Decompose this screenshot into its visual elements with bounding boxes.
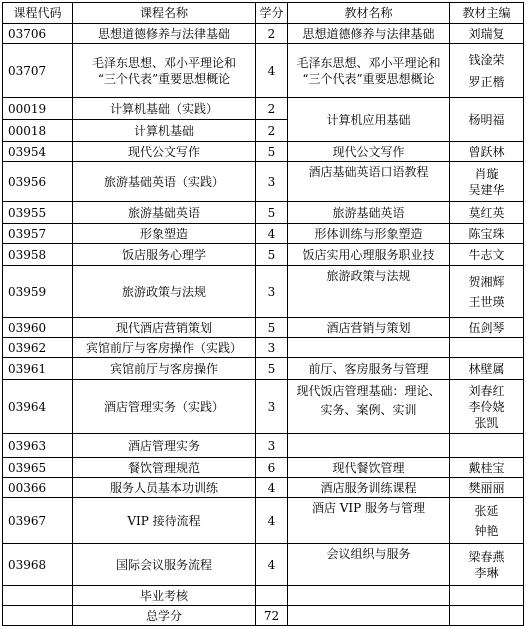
textbook-name [288, 338, 450, 358]
textbook-editor [450, 544, 524, 586]
editor-line: 梁春燕 [468, 549, 505, 564]
table-row [3, 458, 524, 478]
editor-line: 钟艳 [474, 523, 499, 538]
course-name: VIP 接待流程 [73, 498, 256, 544]
textbook-name: 现代公文写作 [288, 142, 450, 162]
editor-line: 李伶娆 [468, 399, 505, 414]
textbook-name-line: 毛泽东思想、邓小平理论和 [296, 55, 441, 70]
textbook-name: 计算机应用基础 [288, 98, 450, 142]
course-name: 国际会议服务流程 [73, 544, 256, 586]
table-row [3, 338, 524, 358]
textbook-editor: 曾跃林 [450, 142, 524, 162]
textbook-editor: 莫红英 [450, 202, 524, 224]
credit: 2 [256, 120, 288, 142]
course-name: 餐饮管理规范 [73, 458, 256, 478]
course-code: 03959 [3, 266, 73, 318]
textbook-name: 酒店服务训练课程 [288, 478, 450, 498]
textbook-name-line: 实务、案例、实训 [320, 403, 417, 417]
header-credit: 学分 [256, 3, 288, 24]
course-table [2, 2, 524, 626]
textbook-editor [450, 434, 524, 458]
header-course-name: 课程名称 [73, 3, 256, 24]
credit [256, 586, 288, 606]
editor-line: 罗正楷 [468, 74, 505, 89]
course-name: 思想道德修养与法律基础 [73, 24, 256, 44]
course-code: 00366 [3, 478, 73, 498]
textbook-editor [450, 498, 524, 544]
editor-line: 李琳 [474, 565, 499, 580]
course-name: 饭店服务心理学 [73, 244, 256, 266]
course-name: 旅游基础英语 [73, 202, 256, 224]
course-code: 03956 [3, 162, 73, 202]
textbook-name-line: 现代饭店管理基础：理论、 [296, 384, 441, 398]
table-header-row [3, 3, 524, 24]
total-credit-value: 72 [256, 606, 288, 626]
table-row [3, 586, 524, 606]
editor-line: 贺湘辉 [468, 274, 505, 289]
textbook-name [288, 380, 450, 434]
textbook-editor [450, 586, 524, 606]
textbook-name: 酒店 VIP 服务与管理 [288, 498, 450, 544]
table-row [3, 202, 524, 224]
textbook-editor [450, 380, 524, 434]
credit: 3 [256, 434, 288, 458]
course-code [3, 586, 73, 606]
editor-line: 肖璇 [474, 166, 499, 181]
course-code: 03958 [3, 244, 73, 266]
credit: 5 [256, 358, 288, 380]
editor-line: 张延 [474, 503, 499, 518]
textbook-editor: 牛志文 [450, 244, 524, 266]
editor-line: 王世瑛 [468, 294, 505, 309]
editor-line: 刘春红 [468, 383, 505, 398]
course-name: 服务人员基本功训练 [73, 478, 256, 498]
credit: 5 [256, 202, 288, 224]
textbook-name: 酒店基础英语口语教程 [288, 162, 450, 202]
textbook-name [288, 434, 450, 458]
course-name: 现代公文写作 [73, 142, 256, 162]
course-code: 00018 [3, 120, 73, 142]
credit: 4 [256, 498, 288, 544]
textbook-name: 思想道德修养与法律基础 [288, 24, 450, 44]
course-name: 宾馆前厅与客房操作（实践） [73, 338, 256, 358]
textbook-name: 旅游政策与法规 [288, 266, 450, 318]
course-name: 形象塑造 [73, 224, 256, 244]
course-name [73, 44, 256, 98]
course-code: 03961 [3, 358, 73, 380]
textbook-editor: 杨明福 [450, 98, 524, 142]
course-code: 03963 [3, 434, 73, 458]
table-row [3, 98, 524, 120]
textbook-editor [450, 44, 524, 98]
textbook-name: 饭店实用心理服务职业技 [288, 244, 450, 266]
textbook-name: 现代餐饮管理 [288, 458, 450, 478]
credit: 4 [256, 478, 288, 498]
textbook-name-line: “三个代表”重要思想概论 [302, 71, 435, 86]
table-row [3, 142, 524, 162]
credit: 3 [256, 266, 288, 318]
course-code: 03707 [3, 44, 73, 98]
course-name: 酒店管理实务 [73, 434, 256, 458]
course-name-line: 毛泽东思想、邓小平理论和 [91, 55, 236, 70]
credit: 4 [256, 544, 288, 586]
editor-line: 吴建华 [468, 182, 505, 197]
editor-line: 钱淦荣 [468, 52, 505, 67]
course-code: 03964 [3, 380, 73, 434]
course-code: 03968 [3, 544, 73, 586]
course-name: 酒店管理实务（实践） [73, 380, 256, 434]
course-code: 03967 [3, 498, 73, 544]
textbook-editor: 樊丽丽 [450, 478, 524, 498]
course-name: 现代酒店营销策划 [73, 318, 256, 338]
textbook-editor: 刘瑞复 [450, 24, 524, 44]
total-credit-label: 总学分 [73, 606, 256, 626]
textbook-name [288, 44, 450, 98]
textbook-name: 前厅、客房服务与管理 [288, 358, 450, 380]
credit: 2 [256, 24, 288, 44]
course-name: 宾馆前厅与客房操作 [73, 358, 256, 380]
course-code: 00019 [3, 98, 73, 120]
course-name: 计算机基础（实践） [73, 98, 256, 120]
credit: 3 [256, 338, 288, 358]
editor-line: 张凯 [474, 415, 499, 430]
table-row [3, 434, 524, 458]
course-code: 03957 [3, 224, 73, 244]
textbook-name: 旅游基础英语 [288, 202, 450, 224]
textbook-editor: 戴桂宝 [450, 458, 524, 478]
textbook-name: 会议组织与服务 [288, 544, 450, 586]
table-row [3, 224, 524, 244]
header-textbook-name: 教材名称 [288, 3, 450, 24]
table-row [3, 478, 524, 498]
table-row [3, 498, 524, 544]
header-textbook-editor: 教材主编 [450, 3, 524, 24]
credit: 3 [256, 380, 288, 434]
textbook-editor: 伍剑琴 [450, 318, 524, 338]
textbook-editor: 陈宝珠 [450, 224, 524, 244]
course-name: 毕业考核 [73, 586, 256, 606]
textbook-name: 酒店营销与策划 [288, 318, 450, 338]
credit: 6 [256, 458, 288, 478]
course-code: 03960 [3, 318, 73, 338]
header-course-code: 课程代码 [3, 3, 73, 24]
table-row [3, 380, 524, 434]
table-row [3, 24, 524, 44]
course-code: 03954 [3, 142, 73, 162]
table-row [3, 44, 524, 98]
table-row [3, 244, 524, 266]
course-code: 03706 [3, 24, 73, 44]
textbook-editor: 林壁属 [450, 358, 524, 380]
course-name-line: “三个代表”重要思想概论 [97, 71, 231, 86]
course-name: 计算机基础 [73, 120, 256, 142]
credit: 3 [256, 162, 288, 202]
credit: 5 [256, 244, 288, 266]
credit: 2 [256, 98, 288, 120]
credit: 4 [256, 44, 288, 98]
textbook-name [288, 586, 450, 606]
table-row [3, 318, 524, 338]
credit: 5 [256, 142, 288, 162]
credit: 4 [256, 224, 288, 244]
textbook-name: 形体训练与形象塑造 [288, 224, 450, 244]
table-row [3, 544, 524, 586]
course-code: 03955 [3, 202, 73, 224]
table-row [3, 266, 524, 318]
table-row [3, 162, 524, 202]
textbook-editor [450, 162, 524, 202]
course-name: 旅游政策与法规 [73, 266, 256, 318]
course-code: 03965 [3, 458, 73, 478]
textbook-editor [450, 266, 524, 318]
textbook-editor [450, 338, 524, 358]
credit: 5 [256, 318, 288, 338]
course-name: 旅游基础英语（实践） [73, 162, 256, 202]
course-code: 03962 [3, 338, 73, 358]
table-row [3, 358, 524, 380]
